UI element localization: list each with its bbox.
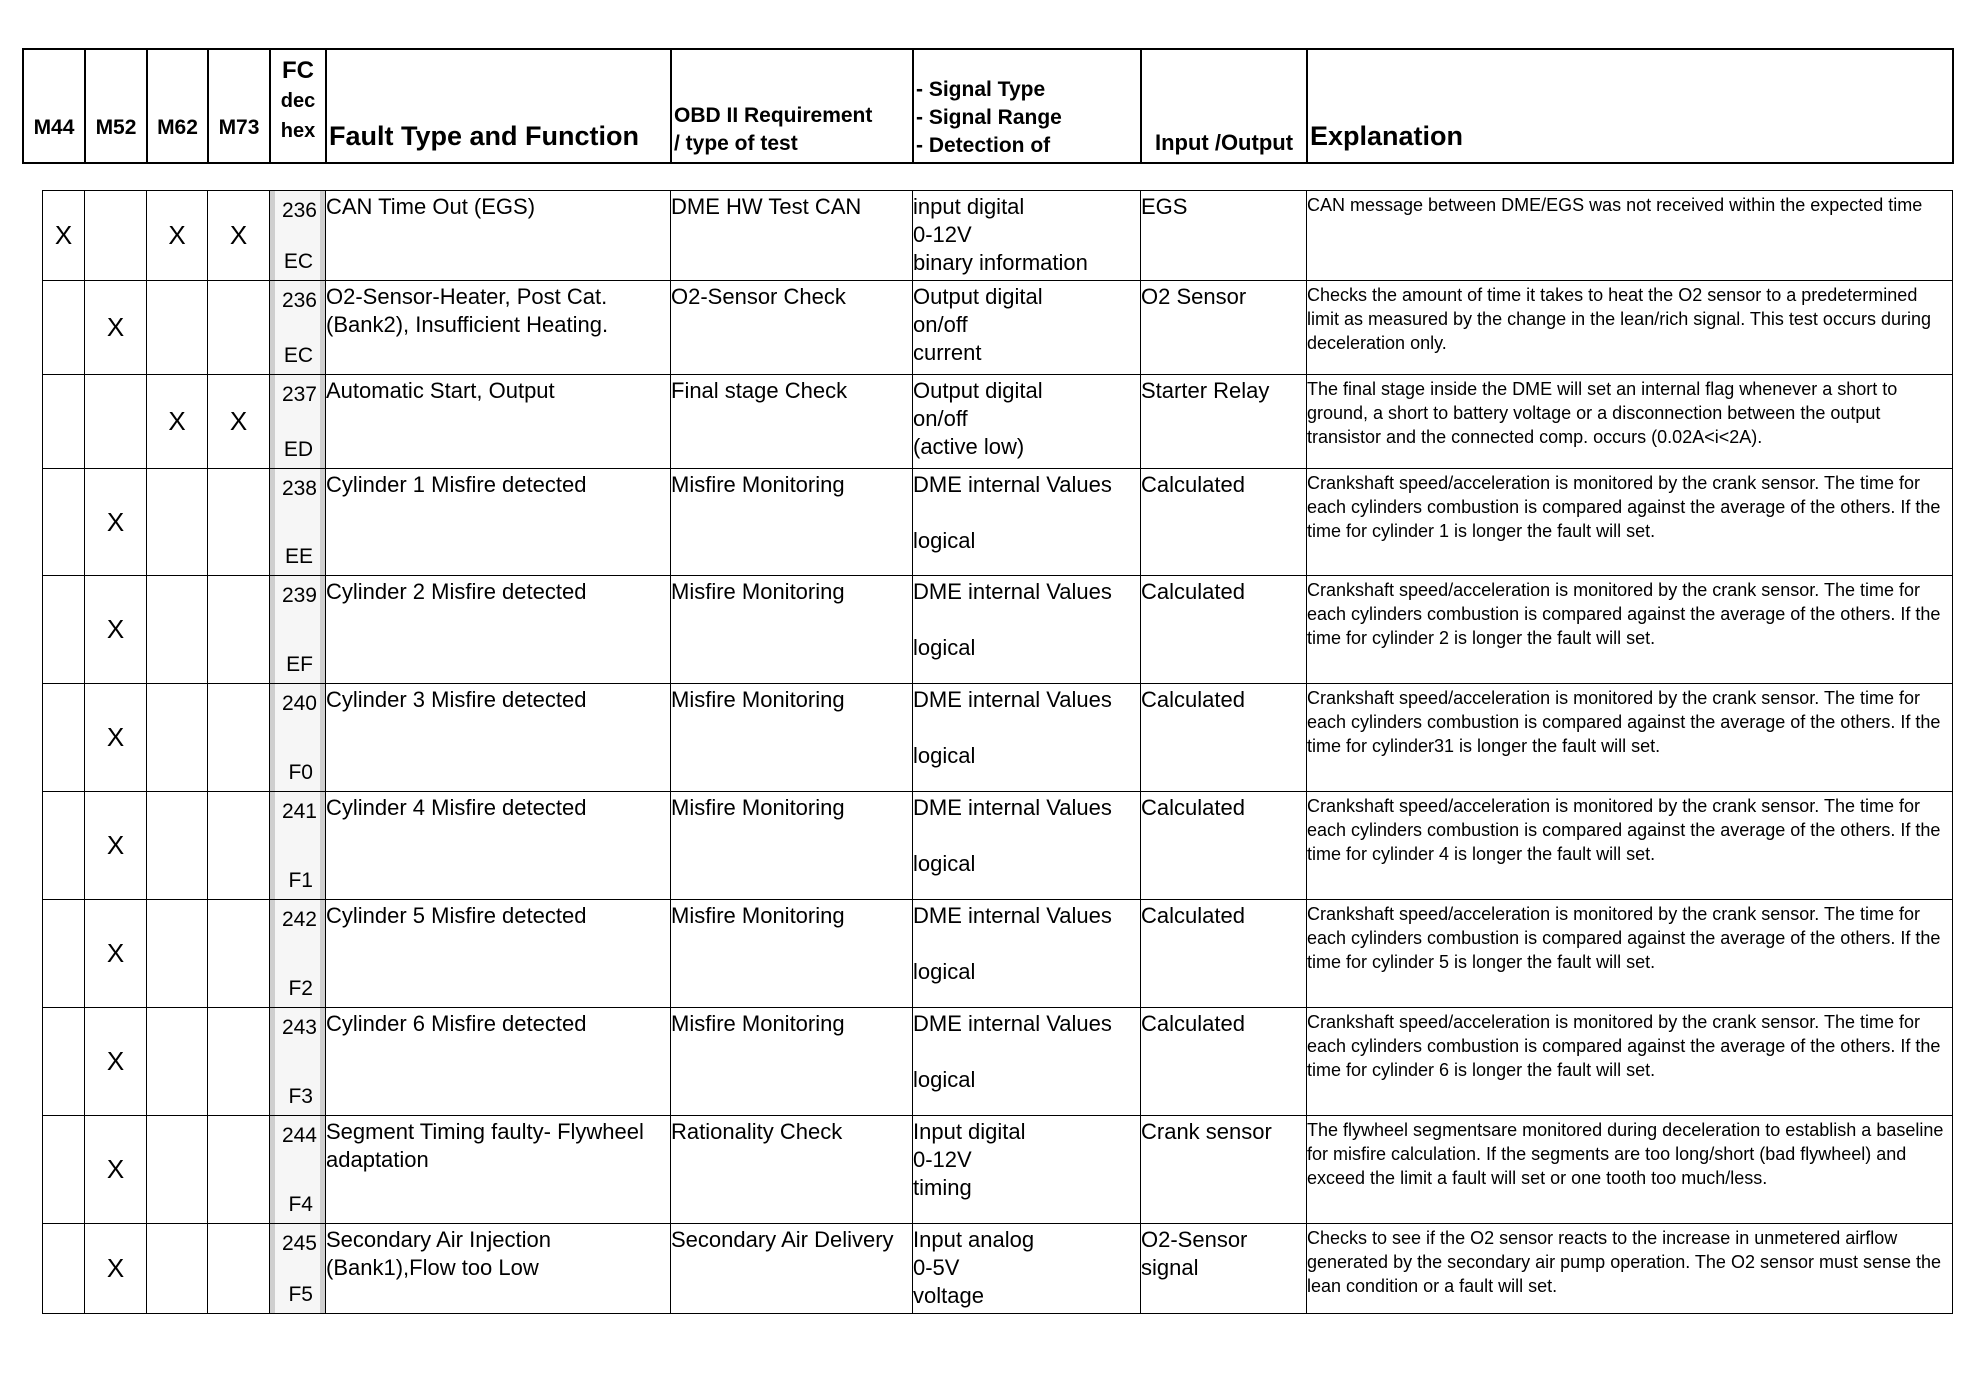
cell-explanation: Crankshaft speed/acceleration is monitored by the crank sensor. The time for each cylinders combustion is compared against the average of the others. If the time for cylinder 4 is longer the fault will set. [1307,792,1953,900]
signal-type: DME internal Values [913,795,1112,820]
cell-fault-code [270,900,326,1008]
cell-m44: X [43,191,85,281]
cell-m62 [147,900,208,1008]
cell-input-output: O2-Sensor signal [1141,1224,1307,1314]
fault-code-dec: 238 [281,477,317,500]
col-header-m52: M52 [85,49,147,163]
signal-type: DME internal Values [913,579,1112,604]
cell-m62 [147,1116,208,1224]
fault-code-hex: EC [283,250,313,273]
cell-m62 [147,792,208,900]
cell-m52: X [85,684,147,792]
cell-test-type: Misfire Monitoring [671,469,913,576]
fault-code-hex: ED [283,438,313,461]
signal-range [913,822,1140,850]
cell-fault-type: Cylinder 5 Misfire detected [326,900,671,1008]
cell-m73 [208,792,270,900]
cell-m52: X [85,792,147,900]
col-header-fault: Fault Type and Function [326,49,671,163]
cell-test-type: Misfire Monitoring [671,900,913,1008]
signal-detection: logical [913,851,976,876]
fault-code-hex: F1 [288,869,313,892]
dec-label: dec [280,90,316,112]
cell-fault-code [270,1008,326,1116]
signal-range: 0-12V [913,222,972,247]
table-row [43,281,1953,375]
cell-explanation: Crankshaft speed/acceleration is monitored by the crank sensor. The time for each cylinders combustion is compared against the average of the others. If the time for cylinder 2 is longer the fault will set. [1307,576,1953,684]
cell-m44 [43,900,85,1008]
cell-signal [913,1116,1141,1224]
col-header-explanation: Explanation [1307,49,1953,163]
cell-fault-code [270,792,326,900]
cell-m52: X [85,1224,147,1314]
cell-input-output: Calculated [1141,684,1307,792]
col-header-obd [671,49,913,163]
signal-detection: logical [913,959,976,984]
col-header-fc [270,49,326,163]
cell-input-output: Calculated [1141,1008,1307,1116]
cell-fault-type: Secondary Air Injection (Bank1),Flow too Low [326,1224,671,1314]
cell-m44 [43,1116,85,1224]
cell-signal [913,1008,1141,1116]
cell-signal [913,576,1141,684]
table-row [43,1008,1953,1116]
col-header-m44: M44 [23,49,85,163]
signal-type: input digital [913,194,1025,219]
fault-code-hex: F3 [288,1085,313,1108]
fault-table [42,190,1953,1314]
fault-code-hex: F4 [288,1193,313,1216]
cell-fault-code [270,281,326,375]
cell-m52: X [85,1008,147,1116]
cell-explanation: Crankshaft speed/acceleration is monitored by the crank sensor. The time for each cylinders combustion is compared against the average of the others. If the time for cylinder 6 is longer the fault will set. [1307,1008,1953,1116]
cell-test-type: DME HW Test CAN [671,191,913,281]
col-header-signal [913,49,1141,163]
cell-fault-code [270,191,326,281]
cell-fault-code [270,576,326,684]
cell-test-type: Misfire Monitoring [671,792,913,900]
col-header-io: Input /Output [1141,49,1307,163]
cell-test-type: Secondary Air Delivery [671,1224,913,1314]
header-table [22,48,1954,164]
cell-signal [913,900,1141,1008]
cell-signal [913,684,1141,792]
fault-code-dec: 243 [281,1016,317,1039]
signal-detection: logical [913,528,976,553]
cell-m44 [43,375,85,469]
cell-m73 [208,576,270,684]
signal-range: on/off [913,406,968,431]
cell-m73 [208,469,270,576]
cell-m73 [208,281,270,375]
cell-fault-type: Automatic Start, Output [326,375,671,469]
fault-code-dec: 236 [281,289,317,312]
signal-detection: binary information [913,250,1088,275]
signal-line-3: - Detection of [916,134,1051,157]
signal-range [913,606,1140,634]
cell-input-output: Calculated [1141,900,1307,1008]
cell-m52 [85,375,147,469]
fault-code-dec: 239 [281,584,317,607]
cell-m52: X [85,900,147,1008]
cell-fault-type: Cylinder 6 Misfire detected [326,1008,671,1116]
hex-label: hex [280,120,316,142]
cell-test-type: Misfire Monitoring [671,1008,913,1116]
obd-line-1: OBD II Requirement [674,104,873,127]
fault-code-hex: EC [283,344,313,367]
table-row [43,191,1953,281]
cell-fault-type: Cylinder 2 Misfire detected [326,576,671,684]
signal-line-2: - Signal Range [916,106,1062,129]
signal-type: Output digital [913,284,1043,309]
cell-signal [913,792,1141,900]
signal-range [913,1038,1140,1066]
cell-m52 [85,191,147,281]
fault-code-dec: 242 [281,908,317,931]
fault-code-hex: EF [286,653,313,676]
cell-m62 [147,281,208,375]
signal-type: DME internal Values [913,1011,1112,1036]
signal-range: 0-12V [913,1147,972,1172]
fault-code-hex: F5 [288,1283,313,1306]
table-row [43,469,1953,576]
col-header-m62: M62 [147,49,208,163]
cell-signal [913,469,1141,576]
cell-m52: X [85,281,147,375]
cell-m44 [43,1008,85,1116]
fc-label: FC [282,57,314,84]
signal-line-1: - Signal Type [916,78,1046,101]
signal-range [913,499,1140,527]
cell-m44 [43,281,85,375]
cell-explanation: Crankshaft speed/acceleration is monitored by the crank sensor. The time for each cylinders combustion is compared against the average of the others. If the time for cylinder31 is longer the fault will set. [1307,684,1953,792]
signal-type: Output digital [913,378,1043,403]
cell-m73 [208,684,270,792]
cell-m62 [147,469,208,576]
cell-test-type: Rationality Check [671,1116,913,1224]
fault-code-dec: 240 [281,692,317,715]
cell-fault-type: Cylinder 3 Misfire detected [326,684,671,792]
cell-input-output: Calculated [1141,792,1307,900]
cell-fault-type: Cylinder 4 Misfire detected [326,792,671,900]
fault-code-dec: 244 [281,1124,317,1147]
cell-signal [913,1224,1141,1314]
cell-fault-code [270,469,326,576]
cell-m62: X [147,375,208,469]
cell-input-output: EGS [1141,191,1307,281]
fault-code-hex: F2 [288,977,313,1000]
signal-detection: timing [913,1175,972,1200]
cell-fault-type: Segment Timing faulty- Flywheel adaptation [326,1116,671,1224]
cell-explanation: Checks to see if the O2 sensor reacts to the increase in unmetered airflow generated by the secondary air pump operation. The O2 sensor must sense the lean condition or a fault will set. [1307,1224,1953,1314]
cell-fault-code [270,684,326,792]
cell-m62 [147,576,208,684]
table-row [43,684,1953,792]
fault-code-hex: F0 [288,761,313,784]
fault-code-dec: 241 [281,800,317,823]
signal-range: on/off [913,312,968,337]
cell-m73: X [208,375,270,469]
table-row [43,1224,1953,1314]
table-row [43,576,1953,684]
signal-detection: current [913,340,982,365]
cell-test-type: Final stage Check [671,375,913,469]
cell-signal [913,191,1141,281]
cell-m73: X [208,191,270,281]
cell-input-output: Calculated [1141,576,1307,684]
fault-code-hex: EE [284,545,313,568]
cell-explanation: The final stage inside the DME will set an internal flag whenever a short to ground, a short to battery voltage or a disconnection between the output transistor and the connected comp. occurs (0.02A<i<2A). [1307,375,1953,469]
cell-fault-type: CAN Time Out (EGS) [326,191,671,281]
cell-explanation: Checks the amount of time it takes to heat the O2 sensor to a predetermined limit as measured by the change in the lean/rich signal. This test occurs during deceleration only. [1307,281,1953,375]
cell-m73 [208,1008,270,1116]
cell-m52: X [85,576,147,684]
signal-type: Input analog [913,1227,1035,1252]
cell-input-output: Calculated [1141,469,1307,576]
cell-m44 [43,576,85,684]
cell-m73 [208,1116,270,1224]
table-row [43,375,1953,469]
cell-fault-code [270,375,326,469]
signal-type: Input digital [913,1119,1026,1144]
cell-explanation: Crankshaft speed/acceleration is monitored by the crank sensor. The time for each cylinders combustion is compared against the average of the others. If the time for cylinder 1 is longer the fault will set. [1307,469,1953,576]
cell-explanation: The flywheel segmentsare monitored during deceleration to establish a baseline for misfire calculation. If the segments are too long/short (bad flywheel) and exceed the limit a fault will set or one tooth too much/less. [1307,1116,1953,1224]
cell-input-output: O2 Sensor [1141,281,1307,375]
cell-fault-code [270,1224,326,1314]
signal-detection: logical [913,1067,976,1092]
cell-explanation: Crankshaft speed/acceleration is monitored by the crank sensor. The time for each cylinders combustion is compared against the average of the others. If the time for cylinder 5 is longer the fault will set. [1307,900,1953,1008]
cell-m52: X [85,469,147,576]
cell-m62 [147,1224,208,1314]
table-row [43,1116,1953,1224]
cell-fault-type: Cylinder 1 Misfire detected [326,469,671,576]
cell-m62 [147,1008,208,1116]
cell-signal [913,375,1141,469]
cell-fault-code [270,1116,326,1224]
table-row [43,792,1953,900]
signal-range: 0-5V [913,1255,960,1280]
table-row [43,900,1953,1008]
signal-detection: voltage [913,1283,984,1308]
signal-detection: (active low) [913,434,1025,459]
fault-code-dec: 245 [281,1232,317,1255]
signal-detection: logical [913,743,976,768]
fault-code-dec: 237 [281,383,317,406]
col-header-m73: M73 [208,49,270,163]
cell-m62: X [147,191,208,281]
signal-type: DME internal Values [913,687,1112,712]
signal-range [913,714,1140,742]
cell-m62 [147,684,208,792]
cell-test-type: Misfire Monitoring [671,576,913,684]
fault-code-dec: 236 [281,199,317,222]
obd-line-2: / type of test [674,132,798,155]
cell-m44 [43,1224,85,1314]
cell-signal [913,281,1141,375]
cell-m44 [43,792,85,900]
cell-test-type: Misfire Monitoring [671,684,913,792]
signal-type: DME internal Values [913,472,1112,497]
signal-type: DME internal Values [913,903,1112,928]
cell-m44 [43,469,85,576]
signal-range [913,930,1140,958]
cell-input-output: Starter Relay [1141,375,1307,469]
cell-input-output: Crank sensor [1141,1116,1307,1224]
cell-explanation: CAN message between DME/EGS was not received within the expected time [1307,191,1953,281]
cell-m73 [208,900,270,1008]
cell-m52: X [85,1116,147,1224]
cell-fault-type: O2-Sensor-Heater, Post Cat. (Bank2), Insufficient Heating. [326,281,671,375]
cell-m44 [43,684,85,792]
cell-test-type: O2-Sensor Check [671,281,913,375]
signal-detection: logical [913,635,976,660]
cell-m73 [208,1224,270,1314]
